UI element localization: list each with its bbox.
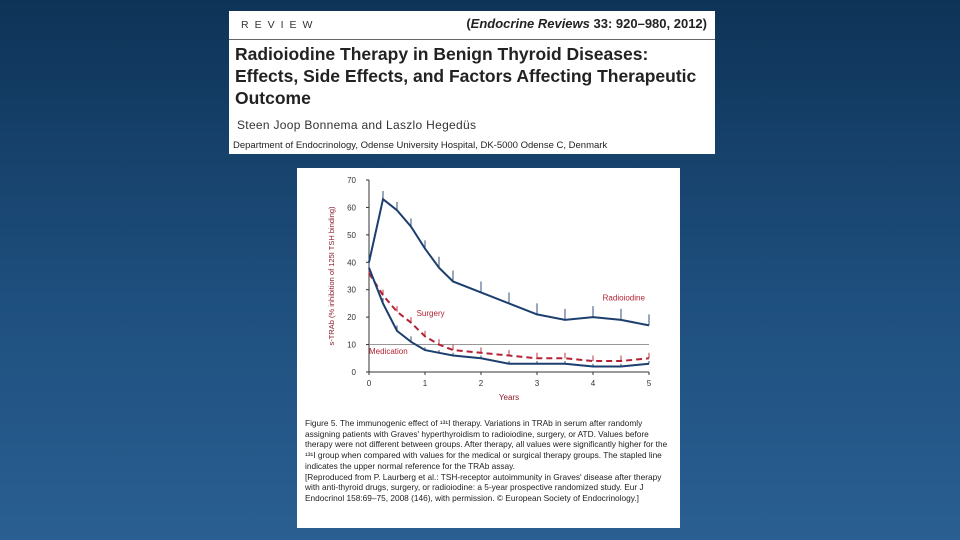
figure-caption <box>305 418 675 504</box>
figure-card <box>297 168 680 528</box>
y-axis-label: s-TRAb (% inhibition of 125I TSH binding) <box>327 206 336 346</box>
plot-area <box>327 176 652 402</box>
article-authors: Steen Joop Bonnema and Laszlo Hegedüs <box>237 118 477 132</box>
caption-text: Figure 5. The immunogenic effect of ¹³¹I therapy. Variations in TRAb in serum after randomly assigning patients with Graves' hyperthyroidism to radioiodine, surgery, or ATD. Values before therapy were not different between groups. After therapy, all values were significantly higher for the ¹³¹I group when compared with values for the medical or surgical therapy groups. The stapled line indicates the upper normal reference for the TRAb assay. <box>305 418 668 471</box>
x-tick-label: 3 <box>534 379 540 388</box>
journal-name: Endocrine Reviews <box>470 16 590 31</box>
section-label: REVIEW <box>241 19 319 31</box>
article-title: Radioiodine Therapy in Benign Thyroid Diseases: Effects, Side Effects, and Factors Affecting Therapeutic Outcome <box>235 44 697 108</box>
x-tick-label: 0 <box>366 379 372 388</box>
y-tick-label: 60 <box>347 203 356 213</box>
x-axis-label: Years <box>498 393 520 402</box>
series-label-surgery: Surgery <box>416 308 445 318</box>
y-tick-label: 10 <box>347 340 356 350</box>
header-rule <box>229 39 715 40</box>
trab-line-chart <box>297 168 680 413</box>
x-tick-label: 5 <box>646 379 652 388</box>
y-tick-label: 0 <box>351 368 356 377</box>
journal-details: 33: 920–980, 2012) <box>589 16 707 31</box>
y-tick-label: 50 <box>347 230 356 240</box>
article-header-card <box>229 11 715 154</box>
y-tick-label: 40 <box>347 258 356 268</box>
x-tick-label: 4 <box>590 379 596 388</box>
article-affiliation: Department of Endocrinology, Odense University Hospital, DK-5000 Odense C, Denmark <box>233 140 608 151</box>
series-label-radioiodine: Radioiodine <box>602 293 645 303</box>
journal-citation <box>466 16 707 31</box>
caption-source: [Reproduced from P. Laurberg et al.: TSH-receptor autoimmunity in Graves' disease after therapy with anti-thyroid drugs, surgery, or radioiodine: a 5-year prospective randomized study. Eur J Endocrinol 158:69–75, 2008 (146), with permission. © European Society of Endocrinology.] <box>305 471 662 503</box>
y-tick-label: 20 <box>347 313 356 323</box>
citation-open-paren: ( <box>466 16 471 31</box>
y-tick-label: 70 <box>347 176 356 185</box>
y-tick-label: 30 <box>347 285 356 295</box>
x-tick-label: 1 <box>422 379 428 388</box>
x-tick-label: 2 <box>478 379 484 388</box>
series-label-medication: Medication <box>369 347 408 357</box>
series-line-radioiodine <box>369 199 649 325</box>
